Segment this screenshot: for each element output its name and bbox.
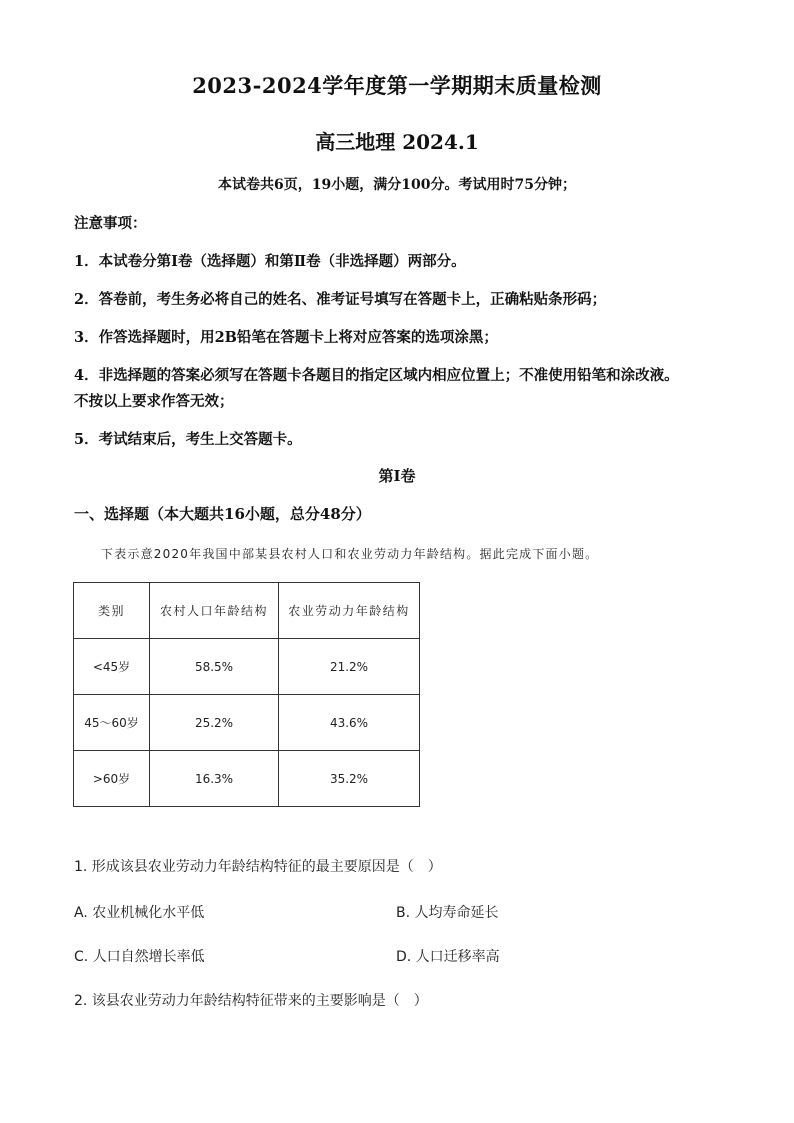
section-title: 一、选择题（本大题共16小题，总分48分） <box>74 505 371 523</box>
table-header-cell: 农村人口年龄结构 <box>150 583 279 639</box>
table-row <box>74 751 420 807</box>
note-item: 2．答卷前，考生务必将自己的姓名、准考证号填写在答题卡上，正确粘贴条形码； <box>74 291 607 308</box>
table-row <box>74 695 420 751</box>
table-header-row <box>74 583 420 639</box>
notes-heading: 注意事项： <box>74 215 147 232</box>
note-item: 3．作答选择题时，用2B铅笔在答题卡上将对应答案的选项涂黑； <box>74 329 498 346</box>
table-cell: 58.5% <box>150 639 279 695</box>
question-stem: 2. 该县农业劳动力年龄结构特征带来的主要影响是（ ） <box>74 993 428 1009</box>
table-header-cell: 农业劳动力年龄结构 <box>279 583 420 639</box>
option-c[interactable]: C. 人口自然增长率低 <box>74 949 205 965</box>
note-item: 1．本试卷分第Ⅰ卷（选择题）和第Ⅱ卷（非选择题）两部分。 <box>74 253 466 270</box>
note-item: 4．非选择题的答案必须写在答题卡各题目的指定区域内相应位置上；不准使用铅笔和涂改液。 <box>74 367 679 384</box>
note-item: 不按以上要求作答无效； <box>74 393 234 410</box>
option-d[interactable]: D. 人口迁移率高 <box>396 949 500 965</box>
table-header-cell: 类别 <box>74 583 150 639</box>
table-cell: >60岁 <box>74 751 150 807</box>
table-cell: 21.2% <box>279 639 420 695</box>
question-stem: 1. 形成该县农业劳动力年龄结构特征的最主要原因是（ ） <box>74 859 442 875</box>
table-cell: 35.2% <box>279 751 420 807</box>
option-b[interactable]: B. 人均寿命延长 <box>396 905 499 921</box>
exam-info: 本试卷共6页，19小题，满分100分。考试用时75分钟； <box>218 177 576 193</box>
exam-subtitle: 高三地理 2024.1 <box>315 130 479 154</box>
material-intro: 下表示意2020年我国中部某县农村人口和农业劳动力年龄结构。据此完成下面小题。 <box>101 547 599 561</box>
table-cell: 16.3% <box>150 751 279 807</box>
age-structure-table <box>73 582 420 807</box>
note-item: 5．考试结束后，考生上交答题卡。 <box>74 431 302 448</box>
table-cell: 43.6% <box>279 695 420 751</box>
table-cell: <45岁 <box>74 639 150 695</box>
exam-title: 2023-2024学年度第一学期期末质量检测 <box>192 73 602 98</box>
table-cell: 25.2% <box>150 695 279 751</box>
table-cell: 45～60岁 <box>74 695 150 751</box>
option-a[interactable]: A. 农业机械化水平低 <box>74 905 205 921</box>
table-row <box>74 639 420 695</box>
part-label: 第Ⅰ卷 <box>378 467 416 485</box>
